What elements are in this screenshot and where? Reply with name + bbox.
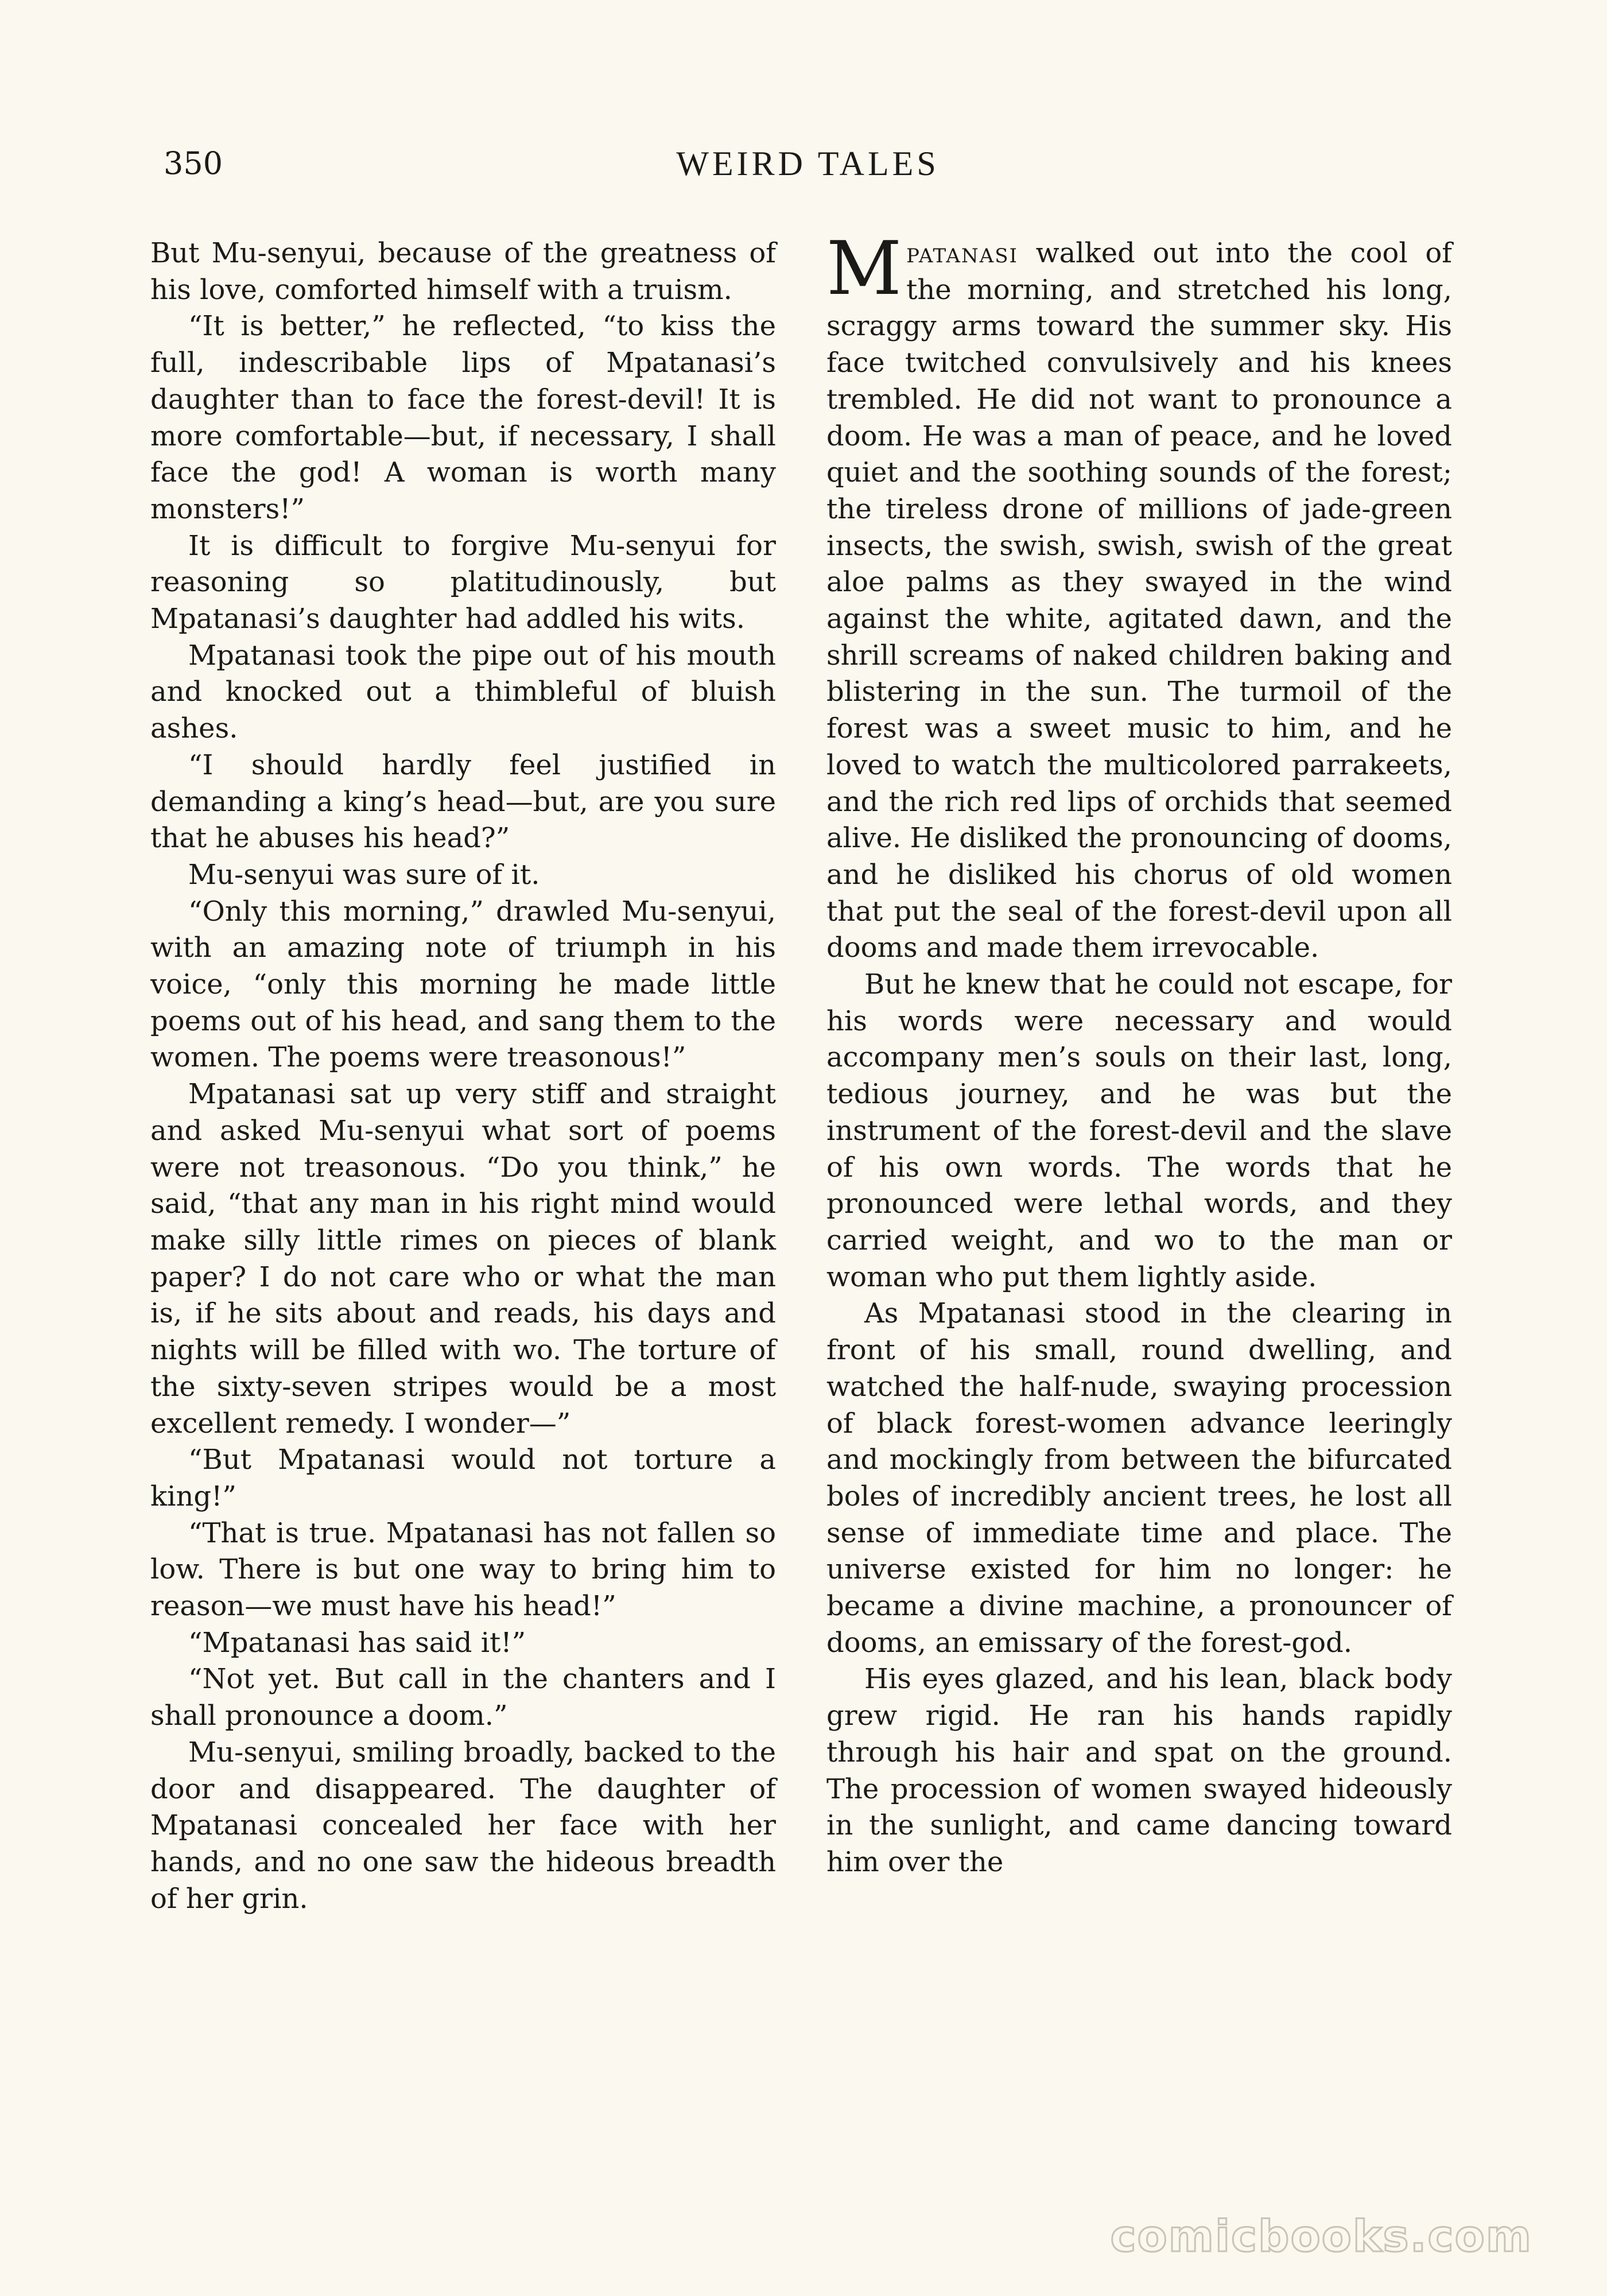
drop-cap: M <box>826 226 902 312</box>
paragraph: “That is true. Mpatanasi has not fallen so low. There is but one way to bring him to reason—we must have his head!” <box>150 1517 776 1623</box>
paragraph: His eyes glazed, and his lean, black body grew rigid. He ran his hands rapidly through his hair and spat on the ground. The procession of women swayed hideously in the sunlight, and came dancing toward him over the <box>826 1663 1452 1878</box>
watermark: comicbooks.com <box>1110 2210 1532 2262</box>
paragraph: “But Mpatanasi would not torture a king!” <box>150 1444 776 1512</box>
paragraph: “I should hardly feel justified in demanding a king’s head—but, are you sure that he abuses his head?” <box>150 748 776 855</box>
paragraph: As Mpatanasi stood in the clearing in front of his small, round dwelling, and watched the half-nude, swaying procession of black forest-women advance leeringly and mockingly from between the bifurcated boles of incredibly ancient trees, he lost all sense of immediate time and place. The universe existed for him no longer: he became a divine machine, a pronouncer of dooms, an emissary of the forest-god. <box>826 1297 1452 1659</box>
paragraph: “It is better,” he reflected, “to kiss the full, indescribable lips of Mpatanasi’s daughter than to face the forest-devil! It is more comfortable—but, if necessary, I shall face the god! A woman is worth many monsters!” <box>150 310 776 525</box>
paragraph: Mpatanasi sat up very stiff and straight and asked Mu-senyui what sort of poems were not treasonous. “Do you think,” he said, “that any man in his right mind would make silly little rimes on pieces of blank paper? I do not care who or what the man is, if he sits about and reads, his days and nights will be filled with wo. The torture of the sixty-seven stripes would be a most excellent remedy. I wonder—” <box>150 1078 776 1440</box>
page-number: 350 <box>164 145 223 181</box>
right-column <box>826 226 1452 1881</box>
left-column <box>150 235 776 1917</box>
paragraph: Mu-senyui was sure of it. <box>188 858 540 891</box>
paragraph: Mu-senyui, smiling broadly, backed to the door and disappeared. The daughter of Mpatanasi concealed her face with her hands, and no one saw the hideous breadth of her grin. <box>150 1736 776 1915</box>
running-title: WEIRD TALES <box>676 145 940 183</box>
paragraph: It is difficult to forgive Mu-senyui for reasoning so platitudinously, but Mpatanasi’s daughter had addled his wits. <box>150 529 776 635</box>
paragraph: Mpatanasi took the pipe out of his mouth and knocked out a thimbleful of bluish ashes. <box>150 639 776 745</box>
opening-paragraph <box>826 226 1452 967</box>
page-header <box>164 144 1452 184</box>
paragraph: “Mpatanasi has said it!” <box>188 1626 526 1659</box>
paragraph: But he knew that he could not escape, for his words were necessary and would accompany men’s souls on their last, long, tedious journey, and he was but the instrument of the forest-devil and the slave of his own words. The words that he pronounced were lethal words, and they carried weight, and wo to the man or woman who put them lightly aside. <box>826 968 1452 1293</box>
opening-word: patanasi <box>906 237 1018 269</box>
opening-paragraph-text: walked out into the cool of the morning, and stretched his long, scraggy arms toward the summer sky. His face twitched convulsively and his knees trembled. He did not want to pronounce a doom. He was a man of peace, and he loved quiet and the soothing sounds of the forest; the tireless drone of millions of jade-green insects, the swish, swish, swish of the great aloe palms as they swayed in the wind against the white, agitated dawn, and the shrill screams of naked children baking and blistering in the sun. The turmoil of the forest was a sweet music to him, and he loved to watch the multicolored parrakeets, and the rich red lips of orchids that seemed alive. He disliked the pronouncing of dooms, and he disliked his chorus of old women that put the seal of the forest-devil upon all dooms and made them irrevocable. <box>826 237 1452 964</box>
paragraph: But Mu-senyui, because of the greatness of his love, comforted himself with a truism. <box>150 237 776 306</box>
paragraph: “Only this morning,” drawled Mu-senyui, with an amazing note of triumph in his voice, “only this morning he made little poems out of his head, and sang them to the women. The poems were treasonous!” <box>150 895 776 1074</box>
paragraph: “Not yet. But call in the chanters and I shall pronounce a doom.” <box>150 1663 776 1732</box>
